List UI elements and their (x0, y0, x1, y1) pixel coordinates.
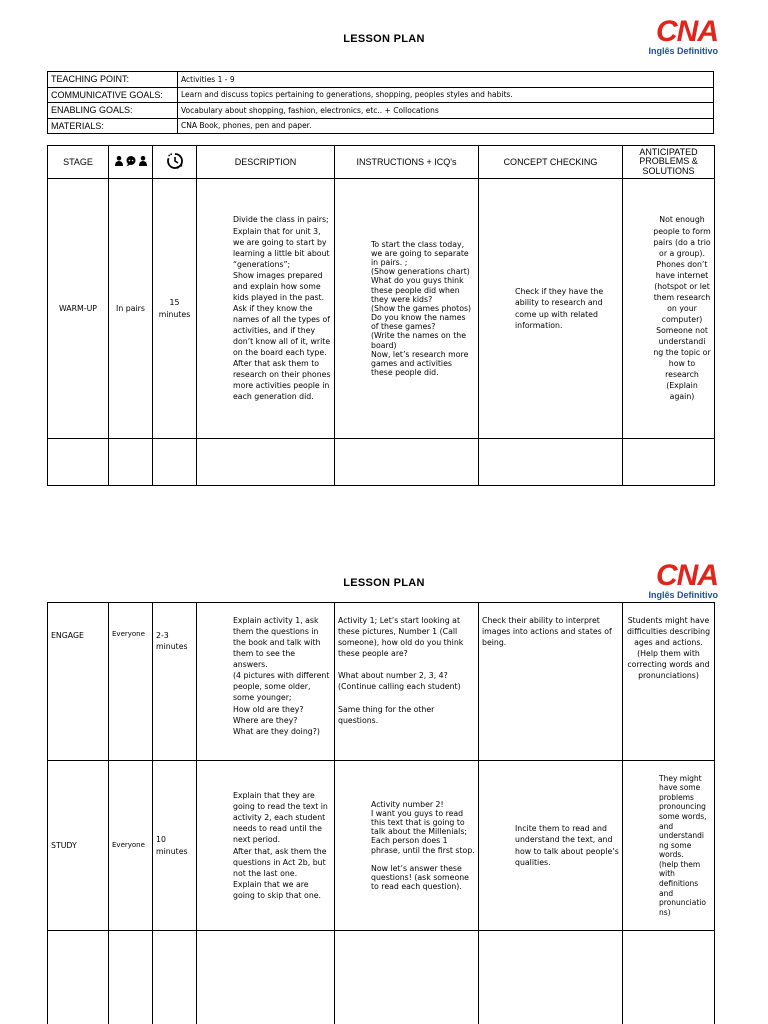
empty-cell (197, 931, 335, 1024)
empty-cell (48, 931, 109, 1024)
info-row (48, 118, 714, 134)
time-cell: 2-3 minutes (153, 603, 197, 761)
time-cell: 10 minutes (153, 761, 197, 931)
interaction-cell: In pairs (109, 179, 153, 439)
interaction-cell: Everyone (109, 603, 153, 761)
empty-cell (153, 439, 197, 486)
cna-logo (640, 15, 718, 56)
table-row (48, 931, 715, 1024)
empty-cell (623, 931, 715, 1024)
info-label: TEACHING POINT: (48, 72, 178, 88)
lesson-plan-table (47, 602, 715, 1024)
cna-logo-mark: CNA (656, 559, 718, 592)
cna-logo (640, 559, 718, 600)
concept-cell: Check if they have the ability to research and come up with related information. (479, 179, 623, 439)
empty-cell (479, 439, 623, 486)
people-interaction-icon (114, 155, 148, 167)
description-cell: Divide the class in pairs; Explain that for unit 3, we are going to start by learning a little bit about “generations”; Show images prepared and explain how some kids played in the past. Ask if they know the names of all the types of activities, and if they don’t know all of it, write on the board each type. After that ask them to research on their phones more activities people in each generation did. (197, 179, 335, 439)
concept-header: CONCEPT CHECKING (479, 146, 623, 179)
stage-cell: WARM-UP (48, 179, 109, 439)
empty-cell (153, 931, 197, 1024)
page-title: LESSON PLAN (343, 33, 425, 45)
info-label: COMMUNICATIVE GOALS: (48, 87, 178, 103)
empty-cell (623, 439, 715, 486)
cna-logo-subtitle: Inglês Definitivo (648, 590, 718, 600)
empty-cell (335, 439, 479, 486)
clock-icon (166, 152, 184, 170)
table-header-row (48, 146, 715, 179)
empty-cell (197, 439, 335, 486)
instructions-cell: Activity 1; Let’s start looking at these pictures, Number 1 (Call someone), how old do you think these people are? What about number 2, 3, 4? (Continue calling each student) Same thing for the other questions. (335, 603, 479, 761)
info-row (48, 103, 714, 119)
empty-cell (109, 439, 153, 486)
table-row (48, 761, 715, 931)
lesson-info-table (47, 71, 714, 134)
info-label: ENABLING GOALS: (48, 103, 178, 119)
time-cell: 15 minutes (153, 179, 197, 439)
problems-header: ANTICIPATED PROBLEMS & SOLUTIONS (623, 146, 715, 179)
concept-cell: Check their ability to interpret images into actions and states of being. (479, 603, 623, 761)
empty-cell (335, 931, 479, 1024)
info-value: Vocabulary about shopping, fashion, electronics, etc.. + Collocations (178, 103, 714, 119)
cna-logo-mark: CNA (656, 15, 718, 48)
info-label: MATERIALS: (48, 118, 178, 134)
instructions-cell: Activity number 2! I want you guys to read this text that is going to talk about the Millenials; Each person does 1 phrase, until the first stop. Now let’s answer these questions! (ask someone to read each question). (335, 761, 479, 931)
table-row (48, 439, 715, 486)
table-row (48, 179, 715, 439)
time-header (153, 146, 197, 179)
problems-cell: Not enough people to form pairs (do a trio or a group). Phones don’t have internet (hotspot or let them research on your computer) Someone not understandi ng the topic or how to research (Explain again) (623, 179, 715, 439)
info-value: Activities 1 - 9 (178, 72, 714, 88)
description-cell: Explain activity 1, ask them the questions in the book and talk with them to see the answers. (4 pictures with different people, some older, some younger; How old are they? Where are they? What are they doing?) (197, 603, 335, 761)
info-value: Learn and discuss topics pertaining to generations, shopping, peoples styles and habits. (178, 87, 714, 103)
info-value: CNA Book, phones, pen and paper. (178, 118, 714, 134)
empty-cell (48, 439, 109, 486)
table-row (48, 603, 715, 761)
cna-logo-subtitle: Inglês Definitivo (648, 46, 718, 56)
interaction-header (109, 146, 153, 179)
description-header: DESCRIPTION (197, 146, 335, 179)
instructions-cell: To start the class today, we are going to separate in pairs. ; (Show generations chart) What do you guys think these people did when they were kids? (Show the games photos) Do you know the names of these games? (Write the names on the board) Now, let’s research more games and activities these people did. (335, 179, 479, 439)
problems-cell: They might have some problems pronouncing some words, and understandi ng some words. (help them with definitions and pronunciatio ns) (623, 761, 715, 931)
info-row (48, 87, 714, 103)
stage-cell: STUDY (48, 761, 109, 931)
concept-cell: Incite them to read and understand the text, and how to talk about people’s qualities. (479, 761, 623, 931)
stage-header: STAGE (48, 146, 109, 179)
instructions-header: INSTRUCTIONS + ICQ's (335, 146, 479, 179)
page-title: LESSON PLAN (343, 577, 425, 589)
stage-cell: ENGAGE (48, 603, 109, 761)
description-cell: Explain that they are going to read the text in activity 2, each student needs to read until the next period. After that, ask them the questions in Act 2b, but not the last one. Explain that we are going to skip that one. (197, 761, 335, 931)
info-row (48, 72, 714, 88)
problems-cell: Students might have difficulties describing ages and actions. (Help them with correcting words and pronunciations) (623, 603, 715, 761)
lesson-plan-table (47, 145, 715, 486)
interaction-cell: Everyone (109, 761, 153, 931)
empty-cell (109, 931, 153, 1024)
empty-cell (479, 931, 623, 1024)
